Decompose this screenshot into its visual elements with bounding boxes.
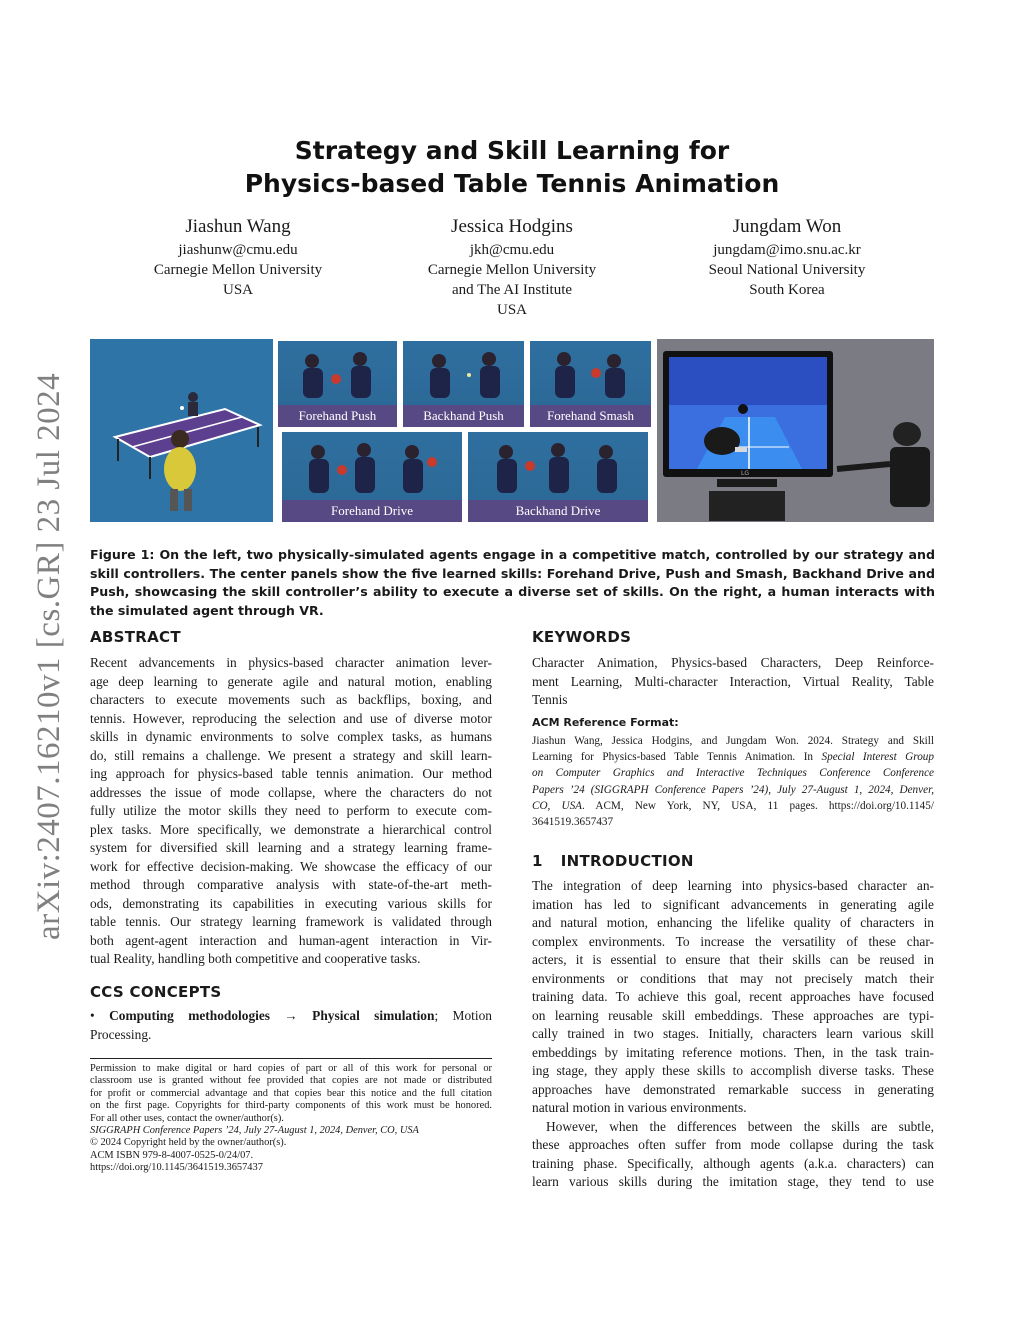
abstract-line: addresses the issue of mode collapse, where the characters do not: [90, 784, 492, 800]
skill-panel-forehand-push: [278, 341, 397, 427]
abstract-line: plex tasks. More specifically, we demonstrate a hierarchical control: [90, 821, 492, 837]
ccs-concept-1: Computing methodologies: [109, 1008, 271, 1023]
intro-line: However, when the differences between the skills are subtle,: [546, 1118, 934, 1134]
intro-line: cally trained in two stages. Initially, characters learn various skill: [532, 1026, 934, 1041]
figure-vr-photo: [657, 339, 934, 522]
intro-line: learn various skills during the imitation stage, they tend to use: [532, 1174, 934, 1189]
footnote-rule: [90, 1058, 492, 1059]
vr-scene-illustration: [657, 339, 934, 522]
permission-line: Permission to make digital or hard copies of part or all of this work for personal or: [90, 1063, 492, 1074]
intro-line: natural motion in various environments.: [532, 1100, 747, 1115]
intro-line: and natural motion, enhancing the lifelike quality of characters in: [532, 915, 934, 930]
intro-line: training phase. Specifically, although agents (a.k.a. characters) can: [532, 1155, 934, 1171]
section-title: INTRODUCTION: [560, 852, 694, 870]
ccs-concept-2: Physical simulation: [312, 1008, 435, 1023]
court-illustration: [90, 339, 273, 522]
author-country: USA: [496, 302, 527, 318]
intro-line: embeddings by imitating reference motions. Then, in the task train-: [532, 1044, 934, 1060]
author-country: USA: [222, 282, 253, 298]
intro-line: approaches have demonstrated remarkable success in generating: [532, 1081, 934, 1097]
author-country: South Korea: [749, 282, 825, 298]
acm-ref-line: 3641519.3657437: [532, 816, 614, 829]
section-number: 1: [532, 852, 543, 870]
intro-line: The integration of deep learning into physics-based character an-: [532, 878, 934, 893]
skill-figure-icon: [403, 341, 524, 405]
keywords-line: Character Animation, Physics-based Characters, Deep Reinforce-: [532, 655, 934, 670]
permission-line: For all other uses, contact the owner/author(s).: [90, 1112, 284, 1124]
acm-ref-line: [532, 749, 934, 765]
permission-line: classroom use is granted without fee provided that copies are not made or distributed: [90, 1075, 492, 1087]
abstract-line: skills in dynamic environments to solve complex tasks, as humans: [90, 729, 492, 744]
skill-label: Backhand Drive: [468, 500, 648, 522]
skill-panel-backhand-push: [403, 341, 524, 427]
doi-line: https://doi.org/10.1145/3641519.3657437: [90, 1162, 263, 1174]
acm-ref-venue: Special Interest Group: [821, 751, 934, 764]
author-name: Jessica Hodgins: [451, 216, 573, 237]
intro-line: on learning reusable skill embeddings. These approaches are typi-: [532, 1007, 934, 1023]
abstract-line: ing approach for physics-based table tennis animation. Our method: [90, 766, 492, 781]
skill-panel-forehand-smash: [530, 341, 651, 427]
acm-ref-line: [532, 798, 934, 814]
permission-line: for profit or commercial advantage and that copies bear this notice and the full citation: [90, 1087, 492, 1099]
ccs-line-2: Processing.: [90, 1026, 152, 1042]
skill-panel-backhand-drive: [468, 432, 648, 522]
author-affiliation-2: and The AI Institute: [451, 282, 573, 298]
abstract-line: Recent advancements in physics-based character animation lever-: [90, 655, 492, 670]
intro-line: ing stage, they apply these skills to accomplish diverse tasks. These: [532, 1063, 934, 1078]
ccs-body: [90, 1007, 492, 1044]
keywords-line: Tennis: [532, 692, 568, 707]
author-block-3: [652, 214, 922, 300]
permission-notice: [90, 1063, 492, 1175]
conference-line: SIGGRAPH Conference Papers ’24, July 27-August 1, 2024, Denver, CO, USA: [90, 1125, 419, 1137]
intro-line: environments or conditions that may not precisely match their: [532, 970, 934, 986]
skill-figure-icon: [468, 432, 648, 500]
keywords-line: ment Learning, Multi-character Interaction, Virtual Reality, Table: [532, 673, 934, 689]
abstract-heading: ABSTRACT: [90, 628, 181, 646]
tv-brand: LG: [741, 470, 749, 477]
intro-line: imation has led to significant advancements in generating agile: [532, 896, 934, 912]
ccs-arrow: →: [284, 1008, 298, 1023]
skill-figure-icon: [530, 341, 651, 405]
figure-caption: Figure 1: On the left, two physically-simulated agents engage in a competitive match, controlled by our strategy and skill controllers. The center panels show the five learned skills: Forehand Drive, Push and Smash, Backhand Drive and Push, showcasing the skill controller’s ability to execute a diverse set of skills. On the right, a human interacts with the simulated agent through VR.: [90, 547, 935, 618]
author-affiliation: Carnegie Mellon University: [427, 262, 597, 278]
isbn-line: ACM ISBN 979-8-4007-0525-0/24/07.: [90, 1149, 254, 1161]
abstract-line: tennis. However, reproducing the selection and use of diverse motor: [90, 710, 492, 726]
intro-heading: [532, 852, 694, 870]
acm-ref-heading: ACM Reference Format:: [532, 716, 679, 729]
paper-title: [0, 134, 1024, 200]
abstract-line: both agent-agent interaction and human-agent interaction in Vir-: [90, 932, 492, 948]
skill-panel-forehand-drive: [282, 432, 462, 522]
title-line-2: Physics-based Table Tennis Animation: [244, 169, 780, 198]
abstract-line: age deep learning to generate agile and natural motion, enabling: [90, 673, 492, 689]
abstract-line: table tennis. Our strategy learning framework is validated through: [90, 914, 492, 929]
acm-ref-text: . ACM, New York, NY, USA, 11 pages. https://doi.org/10.1145/: [582, 799, 934, 812]
abstract-line: ods, demonstrating its capabilities in executing various skills for: [90, 895, 492, 911]
author-name: Jiashun Wang: [185, 216, 291, 237]
acm-ref-line: Jiashun Wang, Jessica Hodgins, and Jungdam Won. 2024. Strategy and Skill: [532, 735, 934, 747]
title-line-1: Strategy and Skill Learning for: [294, 136, 730, 165]
abstract-line: do, still remains a challenge. We present a strategy and skill learn-: [90, 747, 492, 763]
abstract-line: fully utilize the motor skills they need to perform to execute com-: [90, 803, 492, 818]
intro-line: these approaches often suffer from mode collapse during the task: [532, 1137, 934, 1152]
abstract-body: [90, 654, 492, 969]
ccs-line: [90, 1007, 492, 1026]
acm-ref-location: CO, USA: [532, 799, 583, 812]
keywords-body: [532, 654, 934, 710]
author-affiliation: Carnegie Mellon University: [153, 262, 323, 278]
skill-label: Forehand Push: [278, 405, 397, 427]
abstract-line: work for effective decision-making. We showcase the efficacy of our: [90, 858, 492, 874]
author-affiliation: Seoul National University: [708, 262, 866, 278]
ccs-heading: CCS CONCEPTS: [90, 983, 222, 1001]
abstract-line: system for diversified skill learning and a strategy learning frame-: [90, 840, 492, 855]
intro-body: [532, 877, 934, 1192]
intro-line: complex environments. To increase the versatility of these char-: [532, 933, 934, 949]
acm-ref-line: Papers ’24 (SIGGRAPH Conference Papers ’24), July 27-August 1, 2024, Denver,: [532, 783, 934, 796]
intro-line: acters, it is essential to ensure that their skills can be reused in: [532, 952, 934, 967]
skill-figure-icon: [278, 341, 397, 405]
author-block-1: [103, 214, 373, 300]
skill-label: Forehand Smash: [530, 405, 651, 427]
keywords-heading: KEYWORDS: [532, 628, 632, 646]
author-name: Jungdam Won: [732, 216, 842, 237]
abstract-line: characters to execute movements such as backflips, boxing, and: [90, 692, 492, 707]
skill-figure-icon: [282, 432, 462, 500]
abstract-line: tual Reality, handling both competitive and cooperative tasks.: [90, 951, 421, 966]
author-email: jungdam@imo.snu.ac.kr: [713, 242, 861, 258]
author-email: jkh@cmu.edu: [469, 242, 555, 258]
author-block-2: [377, 214, 647, 320]
acm-ref-body: [532, 733, 934, 830]
skill-label: Backhand Push: [403, 405, 524, 427]
ccs-bullet: •: [90, 1008, 95, 1023]
intro-line: training data. To achieve this goal, recent approaches have focused: [532, 989, 934, 1004]
ccs-concept-rest: ; Motion: [434, 1008, 492, 1023]
permission-line: on the first page. Copyrights for third-party components of this work must be honored.: [90, 1100, 492, 1112]
acm-ref-text: Learning for Physics-based Table Tennis Animation. In: [532, 751, 822, 764]
acm-ref-line: on Computer Graphics and Interactive Techniques Conference Conference: [532, 767, 934, 780]
arxiv-stamp: arXiv:2407.16210v1 [cs.GR] 23 Jul 2024: [31, 372, 67, 940]
skill-label: Forehand Drive: [282, 500, 462, 522]
copyright-line: © 2024 Copyright held by the owner/author(s).: [90, 1137, 287, 1149]
abstract-line: method through comparative analysis with state-of-the-art meth-: [90, 877, 492, 892]
author-email: jiashunw@cmu.edu: [178, 242, 298, 258]
figure-court-image: [90, 339, 273, 522]
